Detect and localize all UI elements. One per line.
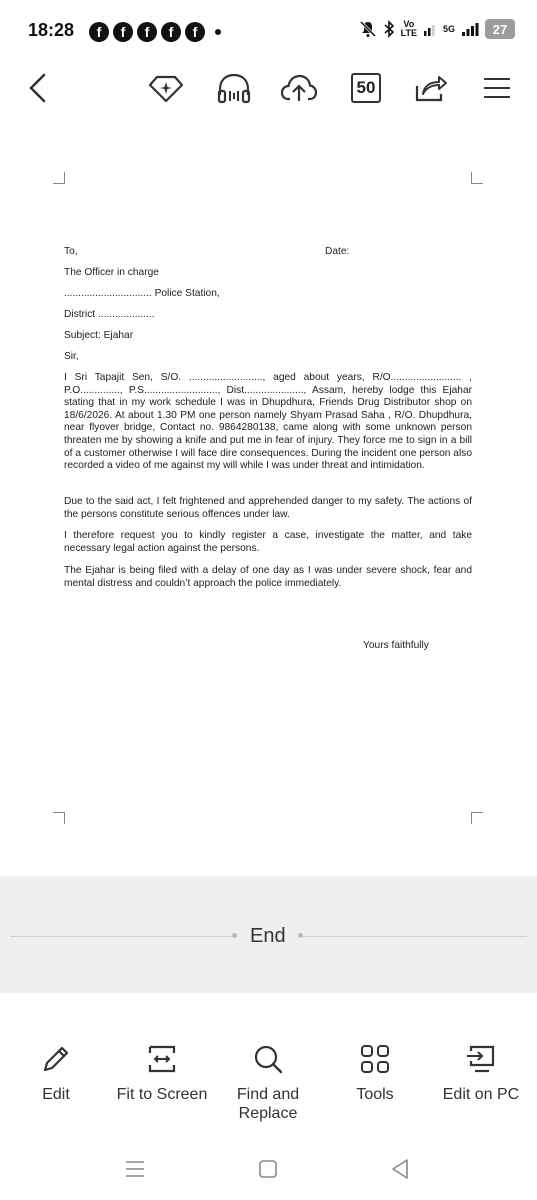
divider-dot [232, 933, 237, 938]
divider [10, 936, 235, 937]
notification-icons [89, 22, 221, 42]
tools-grid-icon [359, 1043, 391, 1075]
paragraph-incident: I Sri Tapajit Sen, S/O. .........................., aged about years, R/O......................... , P.O.............., P.S.........................., Dist....................., Assam, hereby lodge this Ejahar stating that in my work schedule I was in Dhupdhura, Friends Drug Distributor shop on 18/6/2026. At about 1.30 PM one person namely Shyam Prasad Saha , R/O. Dhupdhura, near flyover bridge, Contact no. 9864280138, came along with some unknown person threaten me by showing a knife and put me in fear of injury. They force me to sign in a bill of a customer otherwise I will face dire consequences. During the incident one person also recorded a video of me against my will while I was under threat and intimidation. [64, 372, 472, 472]
tools-button[interactable] [345, 1043, 405, 1104]
back-button[interactable] [18, 68, 58, 108]
zoom-level: 50 [351, 73, 381, 103]
margin-marker [53, 812, 65, 824]
search-icon [252, 1043, 284, 1075]
salutation: Sir, [64, 351, 79, 362]
premium-button[interactable] [146, 68, 186, 108]
volte-indicator [401, 20, 417, 38]
recent-apps-icon[interactable] [124, 1159, 146, 1179]
home-icon[interactable] [258, 1159, 278, 1179]
facebook-icon: f [137, 22, 157, 42]
addressee-to: To, [64, 246, 78, 257]
facebook-icon: f [185, 22, 205, 42]
police-station-line: ............................... Police Station, [64, 288, 220, 299]
cloud-upload-icon [280, 73, 318, 103]
document-toolbar [0, 60, 537, 118]
share-icon [414, 72, 448, 104]
tools-label: Tools [356, 1086, 394, 1103]
margin-marker [471, 172, 483, 184]
find-replace-label: Find and Replace [236, 1086, 300, 1122]
officer-line: The Officer in charge [64, 267, 159, 278]
edit-on-pc-button[interactable] [436, 1043, 526, 1104]
find-replace-button[interactable] [223, 1043, 313, 1123]
back-arrow-icon [28, 73, 48, 103]
paragraph-danger: Due to the said act, I felt frightened and apprehended danger to my safety. The actions of the persons constitute serious offences under law. [64, 496, 472, 520]
divider [302, 936, 527, 937]
headphones-icon [216, 71, 252, 105]
subject-line: Subject: Ejahar [64, 330, 134, 341]
lte-label: LTE [400, 28, 417, 38]
end-of-document [0, 876, 537, 993]
paragraph-request: I therefore request you to kindly register a case, investigate the matter, and take necessary legal action against the persons. [64, 530, 472, 554]
paragraph-delay: The Ejahar is being filed with a delay of one day as I was under severe shock, fear and mental distress and couldn’t approach the police immediately. [64, 565, 472, 589]
pencil-icon [40, 1043, 72, 1075]
hamburger-menu-icon [483, 76, 511, 100]
cloud-upload-button[interactable] [279, 68, 319, 108]
signal-icon [423, 22, 437, 36]
more-notifications-dot [215, 29, 221, 35]
margin-marker [53, 172, 65, 184]
menu-button[interactable] [477, 68, 517, 108]
document-page[interactable] [0, 118, 537, 876]
fit-to-screen-label: Fit to Screen [116, 1086, 208, 1103]
system-icons [359, 19, 515, 39]
date-label: Date: [325, 246, 350, 257]
battery-indicator: 27 [485, 19, 515, 39]
facebook-icon: f [89, 22, 109, 42]
district-line: District .................... [64, 309, 155, 320]
fit-to-screen-button[interactable] [108, 1043, 216, 1104]
read-aloud-button[interactable] [214, 68, 254, 108]
system-navigation-bar [0, 1143, 537, 1200]
edit-label: Edit [42, 1086, 70, 1103]
share-button[interactable] [411, 68, 451, 108]
diamond-icon [148, 73, 184, 103]
edit-on-pc-icon [465, 1043, 497, 1075]
back-nav-icon[interactable] [390, 1158, 410, 1180]
clock: 18:28 [28, 20, 75, 40]
fit-screen-icon [146, 1043, 178, 1075]
facebook-icon: f [113, 22, 133, 42]
network-type: 5G [442, 24, 455, 34]
end-label: End [250, 925, 286, 947]
mute-icon [359, 20, 377, 38]
edit-on-pc-label: Edit on PC [442, 1086, 520, 1103]
volte-label: Vo [403, 19, 415, 29]
bluetooth-icon [383, 20, 395, 38]
edit-button[interactable] [28, 1043, 84, 1104]
zoom-level-button[interactable] [346, 68, 386, 108]
closing-line: Yours faithfully [363, 640, 429, 651]
status-bar [0, 0, 537, 60]
margin-marker [471, 812, 483, 824]
facebook-icon: f [161, 22, 181, 42]
signal-5g-icon [461, 22, 479, 36]
bottom-action-bar [0, 993, 537, 1143]
